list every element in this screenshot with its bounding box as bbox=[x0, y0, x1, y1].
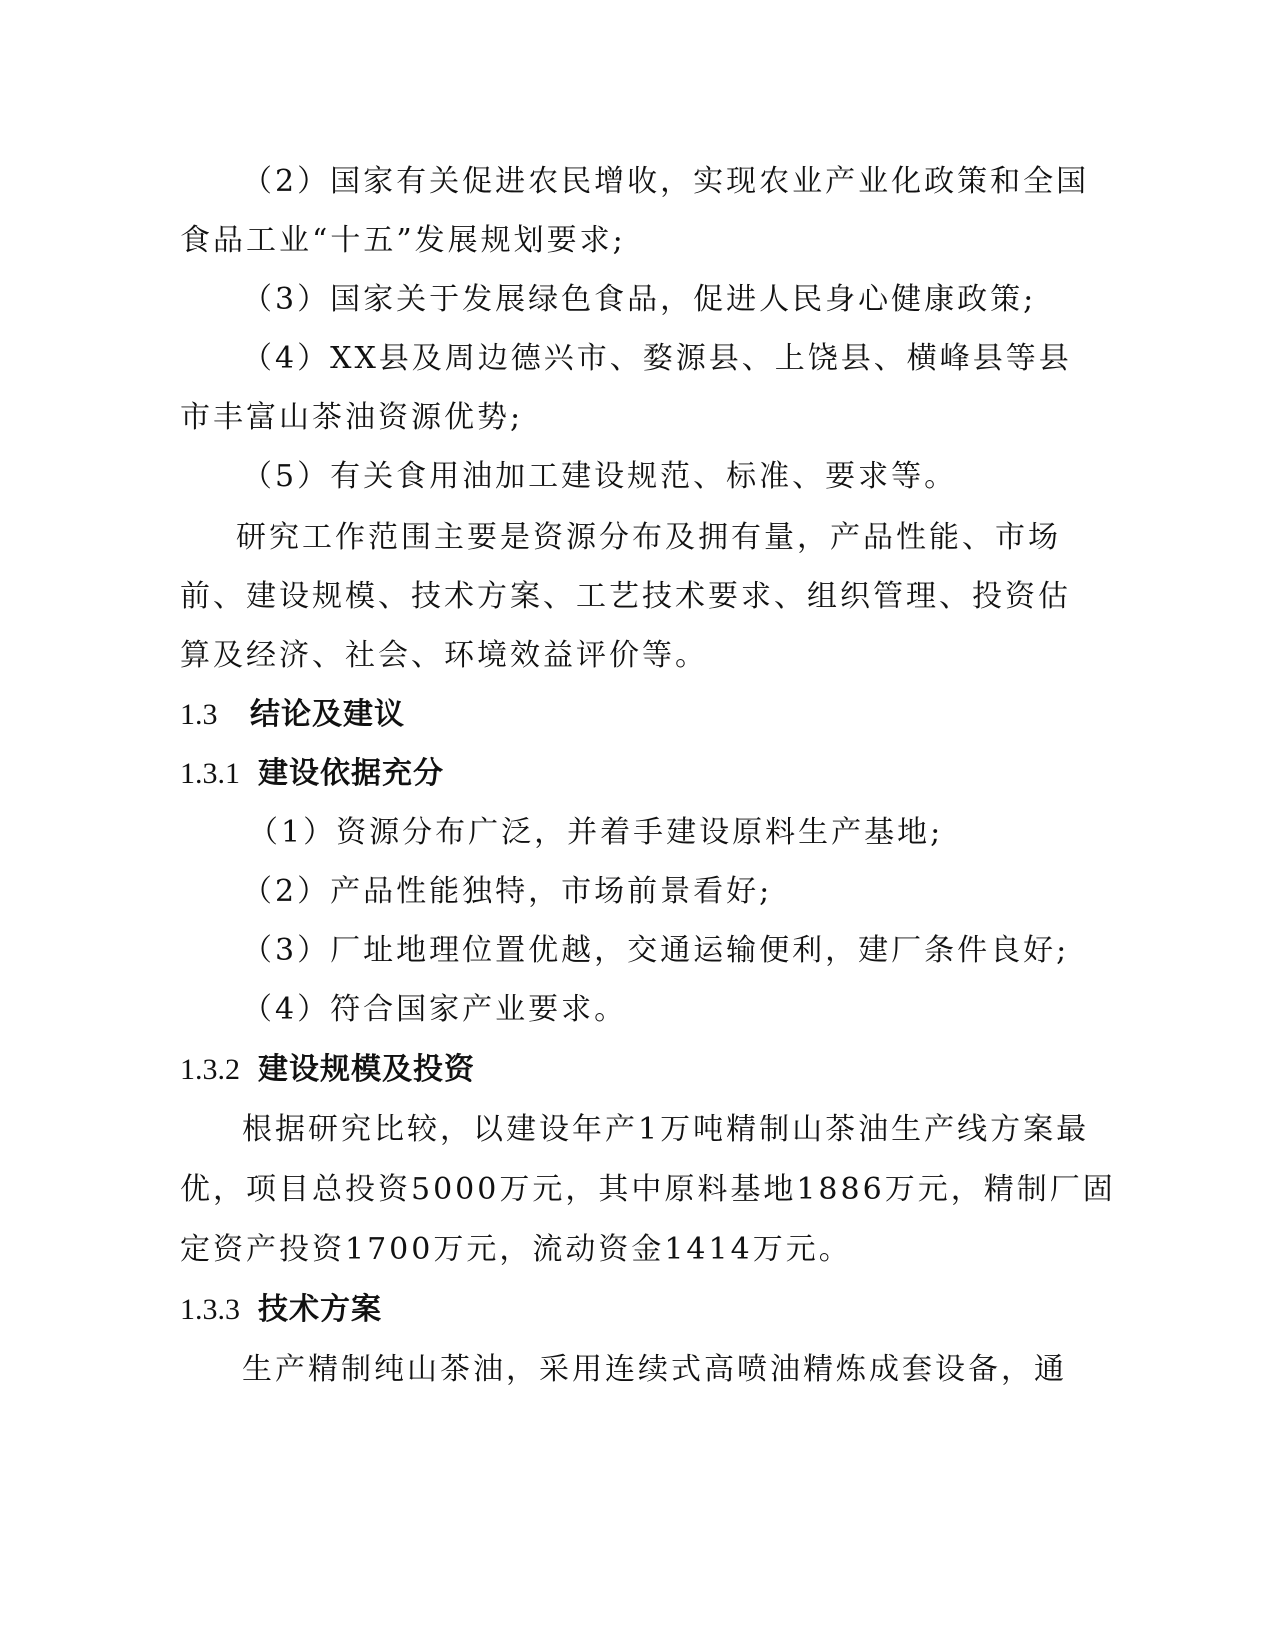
list-item-4: （4）XX县及周边德兴市、婺源县、上饶县、横峰县等县 bbox=[242, 341, 1072, 376]
section-number: 1.3.1 bbox=[180, 757, 240, 790]
scope-paragraph-line-2: 前、建设规模、技术方案、工艺技术要求、组织管理、投资估 bbox=[180, 579, 1071, 614]
section-number: 1.3.2 bbox=[180, 1053, 240, 1086]
basis-item-4: （4）符合国家产业要求。 bbox=[242, 992, 628, 1027]
section-number: 1.3 bbox=[180, 698, 218, 731]
section-heading-1-3-2 bbox=[180, 1050, 475, 1090]
tech-paragraph-line-1: 生产精制纯山茶油，采用连续式高喷油精炼成套设备，通 bbox=[242, 1352, 1067, 1387]
section-heading-1-3-3 bbox=[180, 1290, 382, 1330]
list-item-5: （5）有关食用油加工建设规范、标准、要求等。 bbox=[242, 459, 958, 494]
section-title: 技术方案 bbox=[258, 1292, 382, 1327]
basis-item-1: （1）资源分布广泛，并着手建设原料生产基地; bbox=[248, 815, 944, 850]
scale-paragraph-line-2: 优，项目总投资5000万元，其中原料基地1886万元，精制厂固 bbox=[180, 1172, 1116, 1207]
section-title: 建设依据充分 bbox=[258, 756, 444, 791]
scale-paragraph-line-3: 定资产投资1700万元，流动资金1414万元。 bbox=[180, 1232, 852, 1267]
scope-paragraph-line-1: 研究工作范围主要是资源分布及拥有量，产品性能、市场 bbox=[236, 520, 1061, 555]
section-title: 结论及建议 bbox=[250, 697, 405, 732]
scope-paragraph-line-3: 算及经济、社会、环境效益评价等。 bbox=[180, 638, 708, 673]
section-title: 建设规模及投资 bbox=[258, 1052, 475, 1087]
list-item-2: （2）国家有关促进农民增收，实现农业产业化政策和全国 bbox=[242, 164, 1090, 199]
section-number: 1.3.3 bbox=[180, 1293, 240, 1326]
basis-item-2: （2）产品性能独特，市场前景看好; bbox=[242, 874, 773, 909]
list-item-3: （3）国家关于发展绿色食品，促进人民身心健康政策; bbox=[242, 282, 1037, 317]
basis-item-3: （3）厂址地理位置优越，交通运输便利，建厂条件良好; bbox=[242, 933, 1070, 968]
section-heading-1-3 bbox=[180, 695, 405, 735]
scale-paragraph-line-1: 根据研究比较，以建设年产1万吨精制山茶油生产线方案最 bbox=[242, 1112, 1090, 1147]
list-item-2-cont: 食品工业“十五”发展规划要求; bbox=[180, 223, 626, 258]
section-heading-1-3-1 bbox=[180, 754, 444, 794]
list-item-4-cont: 市丰富山茶油资源优势; bbox=[180, 400, 524, 435]
